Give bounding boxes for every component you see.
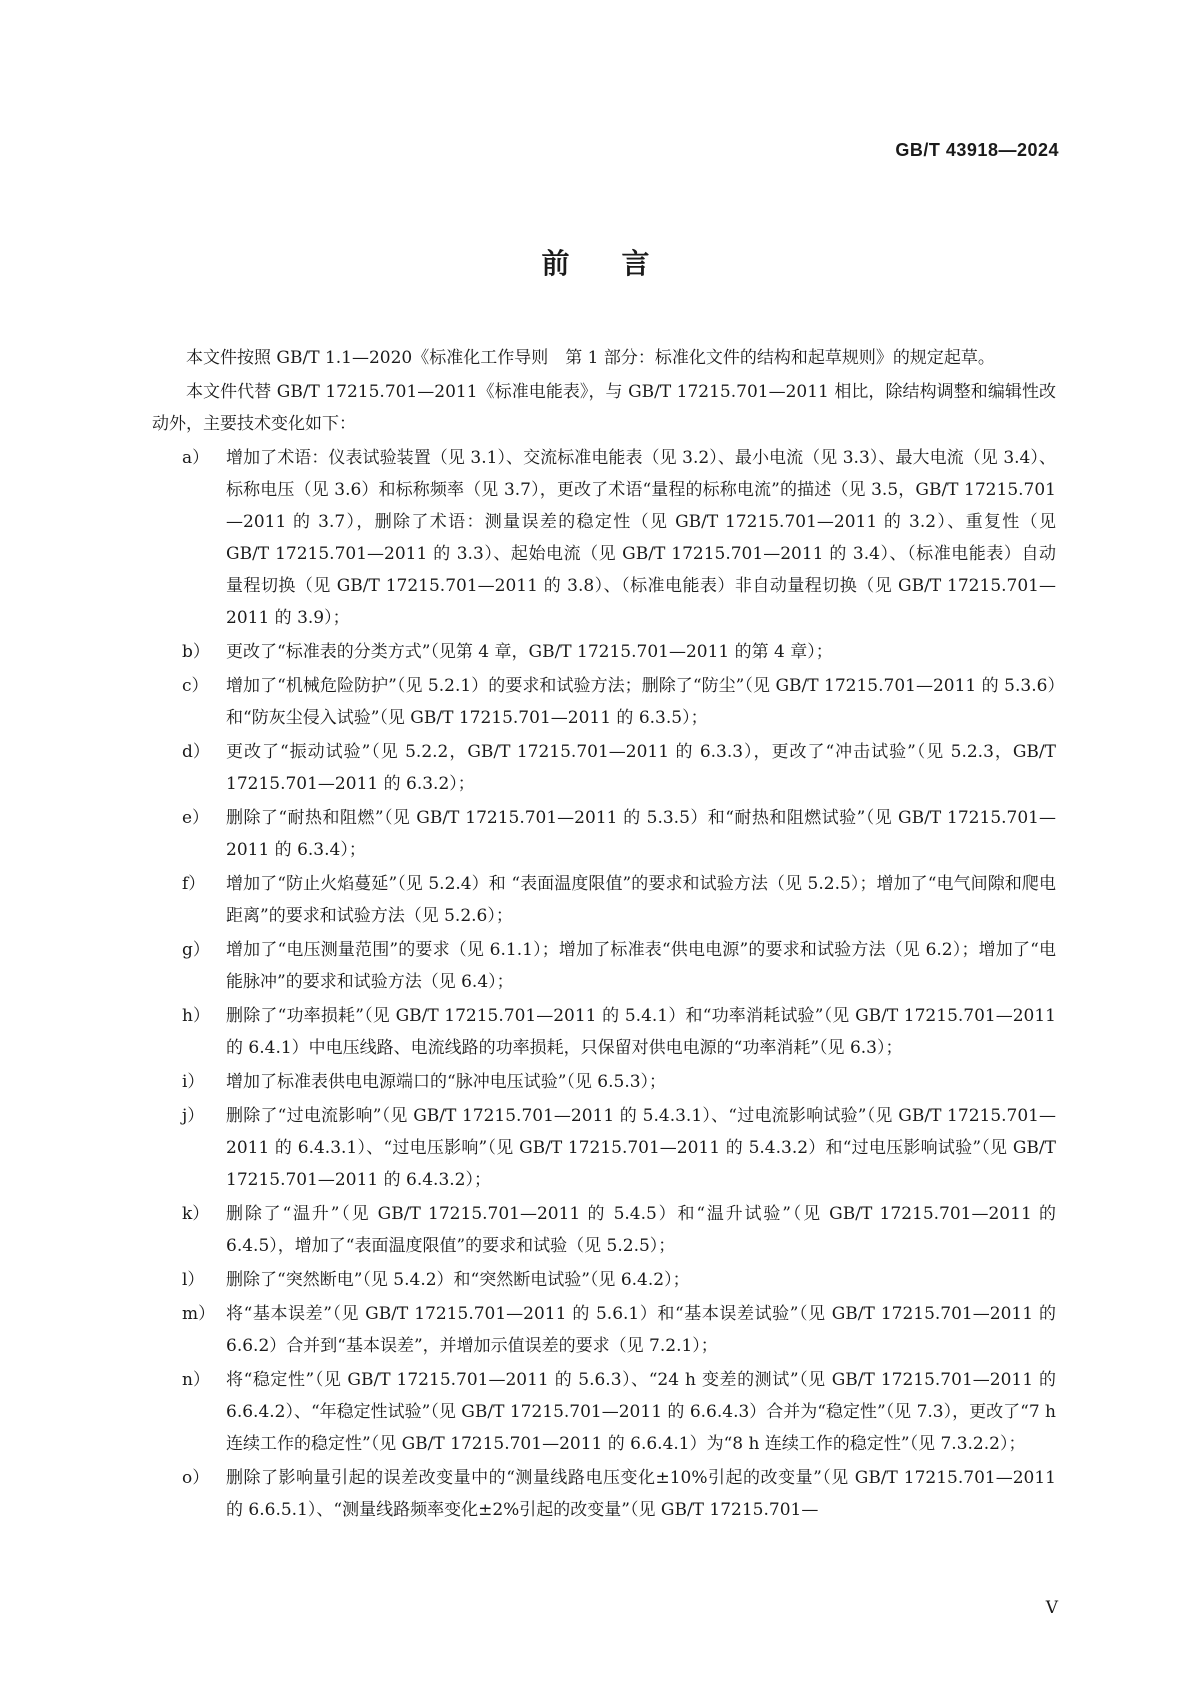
list-item-text: 增加了术语：仪表试验装置（见 3.1）、交流标准电能表（见 3.2）、最小电流（见 3.3）、最大电流（见 3.4）、标称电压（见 3.6）和标称频率（见 3.7），更改了术语“量程的标称电流”的描述（见 3.5，GB/T 17215.701—2011 的 3.7），删除了术语：测量误差的稳定性（见 GB/T 17215.701—2011 的 3.2）、重复性（见 GB/T 17215.701—2011 的 3.3）、起始电流（见 GB/T 17215.701—2011 的 3.4）、（标准电能表）自动量程切换（见 GB/T 17215.701—2011 的 3.8）、（标准电能表）非自动量程切换（见 GB/T 17215.701—2011 的 3.9）； bbox=[226, 448, 1056, 628]
list-item-text: 删除了“突然断电”（见 5.4.2）和“突然断电试验”（见 6.4.2）； bbox=[226, 1270, 690, 1290]
list-item-label: m） bbox=[182, 1304, 216, 1324]
list-item bbox=[152, 1066, 1056, 1098]
list-item-text: 删除了“温升”（见 GB/T 17215.701—2011 的 5.4.5）和“温升试验”（见 GB/T 17215.701—2011 的 6.4.5），增加了“表面温度限值”的要求和试验（见 5.2.5）； bbox=[226, 1204, 1056, 1256]
list-item-label: k） bbox=[182, 1204, 210, 1224]
list-item-text: 增加了“电压测量范围”的要求（见 6.1.1）；增加了标准表“供电电源”的要求和试验方法（见 6.2）；增加了“电能脉冲”的要求和试验方法（见 6.4）； bbox=[226, 940, 1056, 992]
list-item bbox=[152, 934, 1056, 998]
list-item-text: 增加了“防止火焰蔓延”（见 5.2.4）和 “表面温度限值”的要求和试验方法（见 5.2.5）；增加了“电气间隙和爬电距离”的要求和试验方法（见 5.2.6）； bbox=[226, 874, 1056, 926]
list-item-text: 删除了“功率损耗”（见 GB/T 17215.701—2011 的 5.4.1）和“功率消耗试验”（见 GB/T 17215.701—2011 的 6.4.1）中电压线路、电流线路的功率损耗，只保留对供电电源的“功率消耗”（见 6.3）； bbox=[226, 1006, 1056, 1058]
document-body bbox=[152, 342, 1056, 1528]
page-title: 前言 bbox=[541, 247, 702, 280]
paragraph: 本文件代替 GB/T 17215.701—2011《标准电能表》，与 GB/T 17215.701—2011 相比，除结构调整和编辑性改动外，主要技术变化如下： bbox=[152, 382, 1056, 434]
list-item-text: 删除了“过电流影响”（见 GB/T 17215.701—2011 的 5.4.3.1）、“过电流影响试验”（见 GB/T 17215.701—2011 的 6.4.3.1）、“过电压影响”（见 GB/T 17215.701—2011 的 5.4.3.2）和“过电压影响试验”（见 GB/T 17215.701—2011 的 6.4.3.2）； bbox=[226, 1106, 1056, 1190]
list-item-text: 将“稳定性”（见 GB/T 17215.701—2011 的 5.6.3）、“24 h 变差的测试”（见 GB/T 17215.701—2011 的 6.6.4.2）、“年稳定性试验”（见 GB/T 17215.701—2011 的 6.6.4.3）合并为“稳定性”（见 7.3），更改了“7 h 连续工作的稳定性”（见 GB/T 17215.701—2011 的 6.6.4.1）为“8 h 连续工作的稳定性”（见 7.3.2.2）； bbox=[226, 1370, 1056, 1454]
list-item-label: l） bbox=[182, 1270, 205, 1290]
standard-code: GB/T 43918—2024 bbox=[895, 140, 1059, 160]
list-item bbox=[152, 1462, 1056, 1526]
list-item bbox=[152, 736, 1056, 800]
list-item bbox=[152, 1364, 1056, 1460]
list-item-label: f） bbox=[182, 874, 206, 894]
paragraph: 本文件按照 GB/T 1.1—2020《标准化工作导则 第 1 部分：标准化文件的结构和起草规则》的规定起草。 bbox=[186, 348, 995, 368]
list-item-text: 更改了“标准表的分类方式”（见第 4 章，GB/T 17215.701—2011 的第 4 章）； bbox=[226, 642, 833, 662]
list-item-label: o） bbox=[182, 1468, 210, 1488]
list-item-label: e） bbox=[182, 808, 210, 828]
list-item-text: 增加了标准表供电电源端口的“脉冲电压试验”（见 6.5.3）； bbox=[226, 1072, 667, 1092]
list-item-label: g） bbox=[182, 940, 210, 960]
list-item-text: 增加了“机械危险防护”（见 5.2.1）的要求和试验方法；删除了“防尘”（见 GB/T 17215.701—2011 的 5.3.6）和“防灰尘侵入试验”（见 GB/T 17215.701—2011 的 6.3.5）； bbox=[226, 676, 1056, 728]
list-item-label: b） bbox=[182, 642, 210, 662]
list-item-text: 删除了影响量引起的误差改变量中的“测量线路电压变化±10%引起的改变量”（见 GB/T 17215.701—2011 的 6.6.5.1）、“测量线路频率变化±2%引起的改变量”（见 GB/T 17215.701— bbox=[226, 1468, 1056, 1520]
list-item bbox=[152, 1264, 1056, 1296]
list-item-label: a） bbox=[182, 448, 210, 468]
list-item-text: 更改了“振动试验”（见 5.2.2，GB/T 17215.701—2011 的 6.3.3），更改了“冲击试验”（见 5.2.3，GB/T 17215.701—2011 的 6.3.2）； bbox=[226, 742, 1056, 794]
list-item bbox=[152, 802, 1056, 866]
list-item-text: 删除了“耐热和阻燃”（见 GB/T 17215.701—2011 的 5.3.5）和“耐热和阻燃试验”（见 GB/T 17215.701—2011 的 6.3.4）； bbox=[226, 808, 1056, 860]
list-item bbox=[152, 1298, 1056, 1362]
list-item-text: 将“基本误差”（见 GB/T 17215.701—2011 的 5.6.1）和“基本误差试验”（见 GB/T 17215.701—2011 的 6.6.2）合并到“基本误差”，并增加示值误差的要求（见 7.2.1）； bbox=[226, 1304, 1056, 1356]
list-item-label: h） bbox=[182, 1006, 210, 1026]
list-item-label: j） bbox=[182, 1106, 205, 1126]
list-item-label: c） bbox=[182, 676, 209, 696]
list-item bbox=[152, 442, 1056, 634]
list-item bbox=[152, 1100, 1056, 1196]
list-item bbox=[152, 670, 1056, 734]
list-item bbox=[152, 1000, 1056, 1064]
list-item bbox=[152, 636, 1056, 668]
list-item-label: d） bbox=[182, 742, 210, 762]
list-item-label: n） bbox=[182, 1370, 210, 1390]
list-item-label: i） bbox=[182, 1072, 205, 1092]
list-item bbox=[152, 868, 1056, 932]
list-item bbox=[152, 1198, 1056, 1262]
page-number: V bbox=[1045, 1598, 1058, 1618]
